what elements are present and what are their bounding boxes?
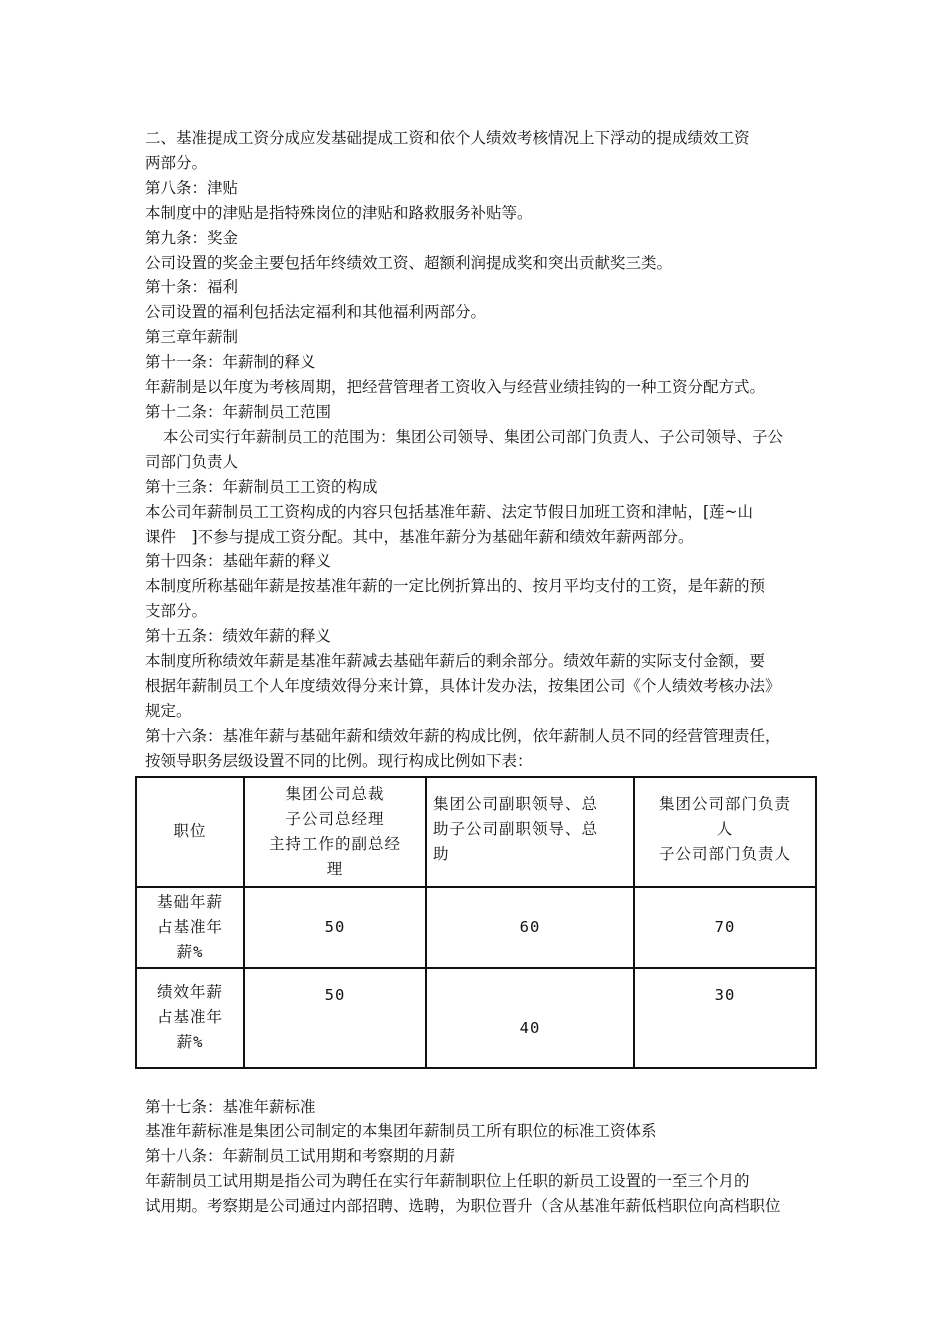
document-page (145, 126, 815, 1219)
article-heading: 第十七条：基准年薪标准 (145, 1097, 316, 1116)
header-cell-president (244, 777, 426, 887)
text-line: 本制度中的津贴是指特殊岗位的津贴和路救服务补贴等。 (145, 203, 533, 222)
row-label-text: 基础年薪 (156, 892, 223, 911)
table-row (136, 887, 816, 968)
text-block-bottom (145, 1095, 815, 1220)
text-line: 两部分。 (145, 153, 208, 172)
text-block-top (145, 126, 815, 774)
text-line: 支部分。 (145, 602, 208, 621)
header-text: 子公司部门负责人 (658, 844, 791, 863)
value-cell: 40 (426, 968, 634, 1068)
header-text: 主持工作的副总经 (268, 834, 401, 853)
text-line: 年薪制是以年度为考核周期，把经营管理者工资收入与经营业绩挂钩的一种工资分配方式。 (145, 378, 766, 397)
header-text: 助 (433, 844, 450, 863)
article-heading: 第八条：津贴 (145, 178, 239, 197)
header-text: 子公司总经理 (285, 809, 385, 828)
text-line: 本公司实行年薪制员工的范围为：集团公司领导、集团公司部门负责人、子公司领导、子公 (163, 427, 784, 446)
article-heading: 第十一条：年薪制的释义 (145, 353, 316, 372)
value-cell: 50 (244, 968, 426, 1068)
text-line: 公司设置的福利包括法定福利和其他福利两部分。 (145, 303, 487, 322)
header-text: 集团公司总裁 (285, 784, 385, 803)
header-text: 助子公司副职领导、总 (433, 819, 599, 838)
article-heading: 第十二条：年薪制员工范围 (145, 402, 332, 421)
header-cell-department-head (634, 777, 816, 887)
row-label-cell (136, 887, 244, 968)
text-line: 试用期。考察期是公司通过内部招聘、选聘，为职位晋升（含从基准年薪低档职位向高档职位 (145, 1197, 781, 1216)
text-line: 规定。 (145, 701, 192, 720)
text-line: 公司设置的奖金主要包括年终绩效工资、超额利润提成奖和突出贡献奖三类。 (145, 253, 673, 272)
row-label-text: 绩效年薪 (156, 983, 223, 1002)
text-line: 二、基准提成工资分成应发基础提成工资和依个人绩效考核情况上下浮动的提成绩效工资 (145, 129, 750, 147)
row-label-text: 薪% (176, 1033, 204, 1052)
value-cell: 30 (634, 968, 816, 1068)
article-heading: 第十五条：绩效年薪的释义 (145, 627, 332, 646)
row-label-text: 占基准年 (156, 917, 223, 936)
header-text: 集团公司副职领导、总 (433, 794, 599, 813)
chapter-heading: 第三章年薪制 (145, 328, 239, 347)
table-row (136, 968, 816, 1068)
header-text: 理 (326, 859, 344, 878)
text-line: 本公司年薪制员工工资构成的内容只包括基准年薪、法定节假日加班工资和津帖，[莲~山 (145, 502, 754, 521)
text-line: 年薪制员工试用期是指公司为聘任在实行年薪制职位上任职的新员工设置的一至三个月的 (145, 1172, 750, 1191)
header-cell-deputy (426, 777, 634, 887)
header-text: 人 (716, 819, 734, 838)
text-line: 基准年薪标准是集团公司制定的本集团年薪制员工所有职位的标准工资体系 (145, 1122, 657, 1141)
text-line: 根据年薪制员工个人年度绩效得分来计算，具体计发办法，按集团公司《个人绩效考核办法》 (145, 676, 781, 695)
value-cell: 50 (244, 887, 426, 968)
row-label-text: 占基准年 (156, 1008, 223, 1027)
row-label-cell (136, 968, 244, 1068)
text-line: 本制度所称基础年薪是按基准年薪的一定比例折算出的、按月平均支付的工资，是年薪的预 (145, 577, 766, 596)
text-line: 司部门负责人 (145, 452, 239, 471)
header-text: 集团公司部门负责 (658, 794, 791, 813)
header-text: 职位 (173, 822, 207, 841)
article-heading: 第十六条：基准年薪与基础年薪和绩效年薪的构成比例，依年薪制人员不同的经营管理责任， (145, 726, 781, 745)
header-cell-position (136, 777, 244, 887)
text-line: 本制度所称绩效年薪是基准年薪减去基础年薪后的剩余部分。绩效年薪的实际支付金额，要 (145, 652, 766, 671)
value-cell: 70 (634, 887, 816, 968)
article-heading: 第十三条：年薪制员工工资的构成 (145, 477, 378, 496)
table-header-row (136, 777, 816, 887)
text-line: 按领导职务层级设置不同的比例。现行构成比例如下表： (145, 751, 533, 770)
article-heading: 第十八条：年薪制员工试用期和考察期的月薪 (145, 1147, 456, 1166)
salary-ratio-table (135, 776, 817, 1069)
article-heading: 第十条：福利 (145, 278, 239, 297)
text-line: 课件 ]不参与提成工资分配。其中，基准年薪分为基础年薪和绩效年薪两部分。 (145, 527, 694, 546)
article-heading: 第十四条：基础年薪的释义 (145, 552, 332, 571)
article-heading: 第九条：奖金 (145, 228, 239, 247)
row-label-text: 薪% (176, 942, 204, 961)
value-cell: 60 (426, 887, 634, 968)
